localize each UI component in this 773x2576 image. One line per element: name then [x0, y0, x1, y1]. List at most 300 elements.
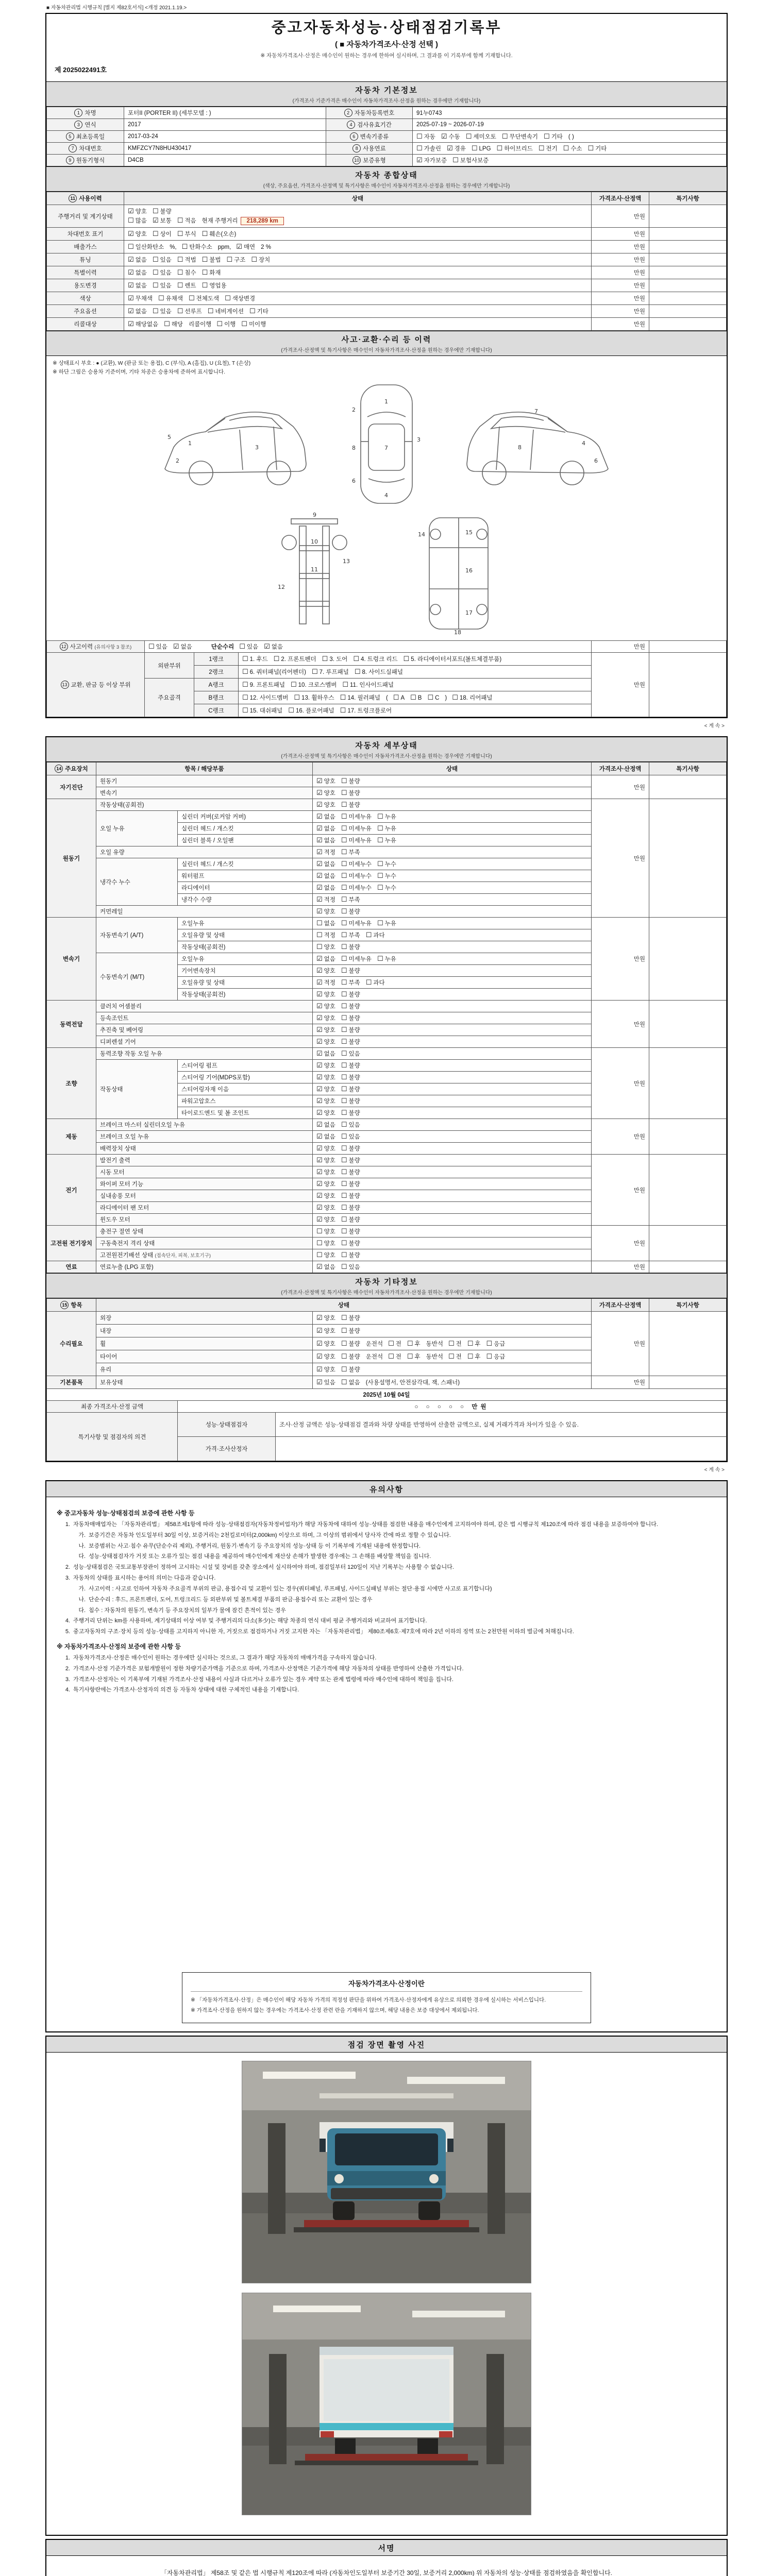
checkbox-option[interactable] [316, 907, 335, 916]
device-status [313, 1155, 592, 1166]
checkbox-label: 기타 [257, 309, 268, 315]
checkbox-option[interactable] [316, 1327, 335, 1335]
device-group-label: 원동기 [47, 799, 96, 918]
checkbox-option[interactable] [341, 1168, 360, 1176]
checkbox-option[interactable] [239, 642, 258, 651]
unchecked-checkbox-icon: ☐ [341, 1352, 347, 1360]
checkbox-option[interactable] [341, 1352, 360, 1361]
column-header: 11 사용이력 [47, 192, 124, 205]
device-item-label: 작동상태 [96, 1060, 178, 1119]
column-header: 특기사항 [649, 1299, 727, 1312]
checkbox-option[interactable] [355, 668, 403, 676]
checkbox-option[interactable] [316, 1085, 335, 1093]
unchecked-checkbox-icon: ☐ [152, 281, 159, 289]
checkbox-option[interactable] [241, 320, 266, 328]
history-item-status [124, 318, 592, 331]
checkbox-option[interactable] [341, 1014, 360, 1022]
checkbox-option[interactable] [316, 1121, 335, 1129]
checkbox-option[interactable] [341, 895, 360, 904]
checkbox-option[interactable] [441, 132, 460, 141]
checkbox-option[interactable] [341, 931, 360, 939]
checkbox-option[interactable] [341, 1132, 360, 1141]
sign-statement-1: 「자동차관리법」 제58조 및 같은 법 시행규칙 제120조에 따라 (자동차인도일부터 보증기간 30일, 보증거리 2,000km) 위 자동차의 성능·상태를 점검하였음을 확인합니다. [160, 2569, 612, 2576]
checkbox-option[interactable] [242, 681, 285, 689]
unchecked-checkbox-icon: ☐ [410, 693, 416, 701]
checkbox-option[interactable] [189, 294, 219, 302]
checkbox-label: 네비게이션 [215, 309, 244, 315]
checkbox-option[interactable] [316, 836, 335, 844]
checkbox-option[interactable] [173, 642, 192, 651]
checkbox-option[interactable] [177, 268, 196, 277]
checkbox-option[interactable] [216, 320, 236, 328]
field-value: 2017 [124, 119, 326, 131]
checkbox-option[interactable] [236, 243, 255, 251]
checkbox-option[interactable] [388, 1352, 401, 1361]
checked-checkbox-icon: ☑ [128, 207, 134, 215]
checkbox-option[interactable] [128, 256, 147, 264]
checkbox-option[interactable] [448, 1340, 462, 1348]
checkbox-option[interactable] [466, 132, 496, 141]
checkbox-option[interactable] [316, 801, 335, 809]
checkbox-option[interactable] [410, 693, 422, 702]
svg-text:10: 10 [311, 538, 318, 545]
checked-checkbox-icon: ☑ [316, 1085, 323, 1093]
checkbox-label: 양호 [324, 802, 335, 808]
checkbox-option[interactable] [388, 1340, 401, 1348]
checkbox-option[interactable] [341, 1061, 360, 1070]
unchecked-checkbox-icon: ☐ [177, 307, 183, 315]
checkbox-option[interactable] [128, 307, 147, 315]
checkbox-option[interactable] [148, 642, 167, 651]
checkbox-option[interactable] [316, 1109, 335, 1117]
checkbox-label: 장치 [259, 257, 271, 263]
checkbox-option[interactable] [316, 1073, 335, 1081]
checkbox-option[interactable] [341, 777, 360, 785]
checkbox-label: 없음 [348, 1380, 360, 1386]
unchecked-checkbox-icon: ☐ [341, 1014, 347, 1022]
checkbox-option[interactable] [153, 307, 172, 315]
checkbox-label: 있음 [160, 283, 172, 289]
checkbox-option[interactable] [341, 1327, 360, 1335]
checkbox-label: 5. 라디에이터서포트(볼트체결부품) [411, 656, 502, 663]
checkbox-option[interactable] [341, 836, 372, 844]
checkbox-option[interactable] [316, 955, 335, 963]
checkbox-option[interactable] [291, 681, 337, 689]
checkbox-option[interactable] [486, 1340, 505, 1348]
checkbox-option[interactable] [340, 706, 392, 715]
notice-text: 보증기간은 자동차 인도일부터 30일 이상, 보증거리는 2천킬로미터(2,000km) 이상으로 하며, 그 이상의 범위에서 당사자 간에 따로 정할 수 있습니다. [89, 1532, 451, 1538]
checkbox-label: 자동 [424, 134, 435, 140]
checked-checkbox-icon: ☑ [316, 1168, 323, 1176]
checkbox-option[interactable] [341, 1049, 360, 1058]
device-status [313, 858, 592, 870]
checkbox-option[interactable] [341, 1239, 360, 1247]
accident-legend-line2: ※ 하단 그림은 승용차 기준이며, 기타 차종은 승용차에 준하여 표시합니다. [53, 369, 226, 375]
checkbox-option[interactable] [225, 294, 255, 302]
checkbox-label: 양호 [324, 1063, 335, 1069]
checkbox-option[interactable] [316, 919, 335, 927]
checkbox-option[interactable] [341, 1121, 360, 1129]
checkbox-option[interactable] [128, 294, 153, 302]
checkbox-option[interactable] [316, 1340, 335, 1348]
unchecked-checkbox-icon: ☐ [128, 243, 134, 250]
section-title: 사고·교환·수리 등 이력 [341, 335, 432, 344]
checkbox-option[interactable] [563, 144, 582, 152]
checkbox-option[interactable] [294, 693, 334, 702]
checkbox-option[interactable] [341, 1314, 360, 1322]
checkbox-label: 양호 [324, 909, 335, 915]
checkbox-option[interactable] [486, 1352, 505, 1361]
circled-number: 6 [350, 132, 358, 141]
device-part-label: 실린더 헤드 / 개스킷 [178, 858, 313, 870]
checkbox-option[interactable] [128, 320, 158, 328]
checkbox-option[interactable] [316, 860, 335, 868]
checkbox-option[interactable] [227, 256, 246, 264]
checkbox-option[interactable] [128, 230, 147, 238]
checkbox-option[interactable] [316, 1168, 335, 1176]
checkbox-option[interactable] [341, 1365, 360, 1374]
checkbox-option[interactable] [316, 1014, 335, 1022]
checkbox-label: 없음 [324, 826, 335, 832]
checkbox-option[interactable] [341, 967, 360, 975]
unchecked-checkbox-icon: ☐ [471, 144, 478, 152]
checkbox-option[interactable] [177, 216, 196, 225]
notice-paragraph [57, 1563, 716, 1572]
checkbox-option[interactable] [377, 812, 396, 821]
svg-text:8: 8 [352, 445, 356, 451]
checkbox-option[interactable] [322, 655, 348, 663]
checkbox-option[interactable] [407, 1340, 421, 1348]
checkbox-option[interactable] [288, 706, 334, 715]
checkbox-label: 영업용 [209, 283, 227, 289]
status-line [242, 680, 587, 689]
checkbox-option[interactable] [341, 1026, 360, 1034]
checkbox-option[interactable] [202, 268, 221, 277]
checkbox-option[interactable] [341, 1251, 360, 1259]
checkbox-option[interactable] [427, 693, 439, 702]
checkbox-option[interactable] [377, 919, 396, 927]
checkbox-option[interactable] [377, 872, 396, 880]
checkbox-option[interactable] [128, 281, 147, 290]
unchecked-checkbox-icon: ☐ [341, 1073, 347, 1081]
checkbox-option[interactable] [316, 812, 335, 821]
checkbox-option[interactable] [341, 990, 360, 998]
checkbox-label: 양호 [324, 1367, 335, 1373]
checkbox-option[interactable] [249, 307, 268, 315]
checkbox-option[interactable] [341, 1038, 360, 1046]
checkbox-option[interactable] [377, 955, 396, 963]
svg-text:14: 14 [418, 531, 425, 538]
car-diagram-top-view [348, 380, 425, 509]
checkbox-option[interactable] [158, 294, 183, 302]
notice-text: 자동차의 상태를 표시하는 용어의 의미는 다음과 같습니다. [73, 1575, 216, 1582]
checkbox-option[interactable] [341, 1085, 360, 1093]
checkbox-option[interactable] [341, 801, 360, 809]
checkbox-option[interactable] [182, 243, 212, 251]
checkbox-option[interactable] [341, 1180, 360, 1188]
overall-header-row [47, 192, 727, 205]
checked-checkbox-icon: ☑ [316, 1263, 323, 1270]
checkbox-option[interactable] [341, 919, 372, 927]
checkbox-option[interactable] [452, 693, 492, 702]
svg-text:4: 4 [582, 440, 585, 447]
unchecked-checkbox-icon: ☐ [341, 1192, 347, 1199]
checkbox-option[interactable] [366, 931, 385, 939]
checkbox-label: 유채색 [165, 296, 183, 302]
checkbox-label: 전체도색 [196, 296, 220, 302]
checkbox-option[interactable] [316, 967, 335, 975]
car-diagram-underbody-view [415, 512, 502, 635]
checkbox-option[interactable] [341, 1144, 360, 1153]
checkbox-option[interactable] [404, 655, 502, 663]
checkbox-label: 후 [414, 1341, 421, 1347]
checkbox-option[interactable] [497, 144, 533, 152]
checkbox-option[interactable] [312, 668, 349, 676]
checkbox-option[interactable] [202, 281, 227, 290]
checkbox-option[interactable] [341, 1215, 360, 1224]
checkbox-option[interactable] [353, 655, 397, 663]
checkbox-option[interactable] [316, 1026, 335, 1034]
checkbox-option[interactable] [316, 1156, 335, 1164]
basic-info-table [46, 107, 727, 166]
checkbox-option[interactable] [316, 1239, 335, 1247]
checkbox-option[interactable] [377, 884, 396, 892]
checkbox-option[interactable] [341, 1378, 360, 1386]
unchecked-checkbox-icon: ☐ [365, 978, 372, 986]
unchecked-checkbox-icon: ☐ [341, 919, 347, 927]
checkbox-option[interactable] [316, 1263, 335, 1271]
checkbox-option[interactable] [341, 860, 372, 868]
checkbox-label: 양호 [324, 1004, 335, 1010]
checkbox-option[interactable] [177, 281, 196, 290]
checkbox-option[interactable] [472, 144, 491, 152]
checkbox-option[interactable] [340, 693, 380, 702]
car-diagram-front-frame-view [271, 512, 358, 635]
checkbox-option[interactable] [316, 1002, 335, 1010]
checkbox-option[interactable] [316, 1204, 335, 1212]
checkbox-option[interactable] [153, 207, 172, 215]
unchecked-checkbox-icon: ☐ [388, 1352, 394, 1360]
checkbox-option[interactable] [153, 256, 172, 264]
checkbox-option[interactable] [128, 216, 147, 225]
checkbox-label: 누수 [384, 861, 396, 868]
inspection-date-row [47, 1389, 727, 1401]
checkbox-option[interactable] [502, 132, 538, 141]
checkbox-option[interactable] [177, 256, 196, 264]
checkbox-option[interactable] [202, 230, 237, 238]
checkbox-option[interactable] [416, 156, 447, 164]
checkbox-option[interactable] [316, 1251, 335, 1259]
checkbox-option[interactable] [316, 943, 335, 951]
checkbox-option[interactable] [128, 268, 147, 277]
checked-checkbox-icon: ☑ [316, 1204, 323, 1211]
checkbox-option[interactable] [341, 943, 360, 951]
checkbox-option[interactable] [539, 144, 558, 152]
checkbox-option[interactable] [341, 1156, 360, 1164]
checkbox-option[interactable] [316, 1180, 335, 1188]
car-diagram-strip [46, 378, 727, 640]
checkbox-option[interactable] [341, 955, 372, 963]
checkbox-option[interactable] [316, 1144, 335, 1153]
device-status [313, 787, 592, 799]
checkbox-option[interactable] [377, 824, 396, 833]
field-value: 2025-07-19 ~ 2026-07-19 [413, 119, 727, 131]
remarks-cell [649, 1261, 727, 1273]
checkbox-option[interactable] [316, 1061, 335, 1070]
checkbox-option[interactable] [316, 777, 335, 785]
checkbox-option[interactable] [341, 848, 360, 856]
checkbox-option[interactable] [544, 132, 563, 141]
checkbox-option[interactable] [467, 1352, 481, 1361]
checkbox-option[interactable] [341, 1192, 360, 1200]
checkbox-option[interactable] [316, 1227, 335, 1235]
checkbox-option[interactable] [316, 1365, 335, 1374]
status-line [316, 1313, 587, 1323]
checkbox-option[interactable] [341, 1204, 360, 1212]
checkbox-option[interactable] [177, 307, 202, 315]
checkbox-label: 부식 [184, 231, 196, 238]
device-status [313, 989, 592, 1001]
checkbox-option[interactable] [341, 1340, 360, 1348]
price-estimate-cell: 만원 [592, 205, 649, 228]
checkbox-option[interactable] [316, 990, 335, 998]
etc-item-label: 휠 [96, 1337, 313, 1350]
unchecked-checkbox-icon: ☐ [341, 1180, 347, 1188]
checkbox-option[interactable] [377, 860, 396, 868]
checkbox-option[interactable] [341, 1002, 360, 1010]
checkbox-option[interactable] [153, 230, 172, 238]
checkbox-option[interactable] [407, 1352, 421, 1361]
device-status [313, 1261, 592, 1273]
section-title: 자동차 종합상태 [355, 171, 418, 180]
checkbox-option[interactable] [316, 978, 335, 987]
device-part-label: 실린더 커버(로커암 커버) [178, 811, 313, 823]
checkbox-option[interactable] [341, 1263, 360, 1271]
checkbox-option[interactable] [316, 824, 335, 833]
checkbox-option[interactable] [164, 320, 183, 328]
checkbox-option[interactable] [177, 230, 196, 238]
checkbox-option[interactable] [341, 824, 372, 833]
checkbox-option[interactable] [341, 812, 372, 821]
checkbox-option[interactable] [242, 706, 282, 715]
checkbox-option[interactable] [242, 668, 306, 676]
checkbox-option[interactable] [316, 1192, 335, 1200]
unchecked-checkbox-icon: ☐ [341, 1239, 347, 1247]
checkbox-option[interactable] [316, 789, 335, 797]
checkbox-option[interactable] [153, 268, 172, 277]
device-part-label: 오일누유 [178, 953, 313, 965]
checkbox-option[interactable] [341, 872, 372, 880]
svg-text:2: 2 [352, 406, 356, 413]
document-title: 중고자동차성능·상태점검기록부 [271, 20, 502, 36]
detail-state-table [46, 762, 727, 1273]
checkbox-option[interactable] [416, 132, 435, 141]
checkbox-option[interactable] [251, 256, 270, 264]
checkbox-option[interactable] [447, 144, 466, 152]
checkbox-option[interactable] [316, 872, 335, 880]
checkbox-label: 불량 [348, 1367, 360, 1373]
checkbox-option[interactable] [316, 1038, 335, 1046]
checkbox-option[interactable] [341, 1227, 360, 1235]
column-header: 14 주요장치 [47, 762, 96, 775]
checkbox-option[interactable] [377, 836, 396, 844]
checkbox-label: 탄화수소 [189, 244, 212, 250]
checkbox-option[interactable] [366, 978, 385, 987]
checkbox-option[interactable] [341, 907, 360, 916]
checkbox-option[interactable] [393, 693, 405, 702]
checkbox-option[interactable] [153, 216, 172, 225]
checkbox-option[interactable] [341, 1109, 360, 1117]
checkbox-option[interactable] [316, 1132, 335, 1141]
inline-text: ( [385, 695, 388, 701]
continue-marker: < 계 속 > [704, 1467, 725, 1473]
checkbox-option[interactable] [316, 1378, 335, 1386]
device-status [313, 1048, 592, 1060]
checkbox-option[interactable] [316, 931, 335, 939]
checkbox-label: 양호 [324, 1027, 335, 1033]
checkbox-option[interactable] [316, 1352, 335, 1361]
checkbox-option[interactable] [341, 884, 372, 892]
checkbox-option[interactable] [242, 693, 288, 702]
unchecked-checkbox-icon: ☐ [486, 1352, 493, 1360]
checkbox-option[interactable] [587, 144, 607, 152]
checkbox-label: LPG [479, 146, 491, 152]
checked-checkbox-icon: ☑ [128, 320, 134, 328]
svg-text:12: 12 [278, 584, 285, 590]
inline-text: 운전석 [365, 1341, 383, 1347]
checkbox-option[interactable] [316, 884, 335, 892]
price-estimate-cell: 만원 [592, 1261, 649, 1273]
checkbox-label: 양호 [324, 1098, 335, 1105]
checkbox-option[interactable] [208, 307, 244, 315]
checkbox-option[interactable] [274, 655, 316, 663]
device-status [313, 1107, 592, 1119]
svg-text:17: 17 [465, 609, 473, 616]
accident-history-status [145, 641, 592, 653]
checkbox-label: 적정 [324, 850, 335, 856]
checkbox-option[interactable] [341, 1073, 360, 1081]
checkbox-option[interactable] [316, 1314, 335, 1322]
checkbox-label: 경유 [454, 146, 466, 152]
checkbox-option[interactable] [448, 1352, 462, 1361]
checkbox-option[interactable] [342, 681, 394, 689]
checkbox-option[interactable] [452, 156, 489, 164]
checkbox-option[interactable] [264, 642, 283, 651]
status-line [316, 1339, 587, 1348]
checkbox-option[interactable] [316, 1049, 335, 1058]
checkbox-option[interactable] [467, 1340, 481, 1348]
checkbox-option[interactable] [316, 848, 335, 856]
device-part-label: 워터펌프 [178, 870, 313, 882]
checkbox-option[interactable] [128, 207, 147, 215]
checkbox-option[interactable] [341, 978, 360, 987]
checkbox-option[interactable] [242, 655, 268, 663]
checkbox-option[interactable] [416, 144, 441, 152]
notice-text: 보증범위는 사고·침수 유무(단순수리 제외), 주행거리, 원동기·변속기 등 주요장치의 성능·상태 등 이 기록부에 기재된 내용에 한정합니다. [89, 1543, 421, 1549]
unchecked-checkbox-icon: ☐ [152, 307, 159, 315]
checkbox-option[interactable] [153, 281, 172, 290]
checkbox-option[interactable] [341, 789, 360, 797]
checkbox-label: 불량 [348, 1217, 360, 1223]
checkbox-option[interactable] [128, 243, 164, 251]
continue-marker: < 계 속 > [704, 723, 725, 729]
checkbox-option[interactable] [316, 895, 335, 904]
history-item-label: 차대번호 표기 [47, 228, 124, 241]
checkbox-option[interactable] [316, 1097, 335, 1105]
checkbox-option[interactable] [341, 1097, 360, 1105]
checkbox-option[interactable] [316, 1215, 335, 1224]
checkbox-option[interactable] [202, 256, 221, 264]
